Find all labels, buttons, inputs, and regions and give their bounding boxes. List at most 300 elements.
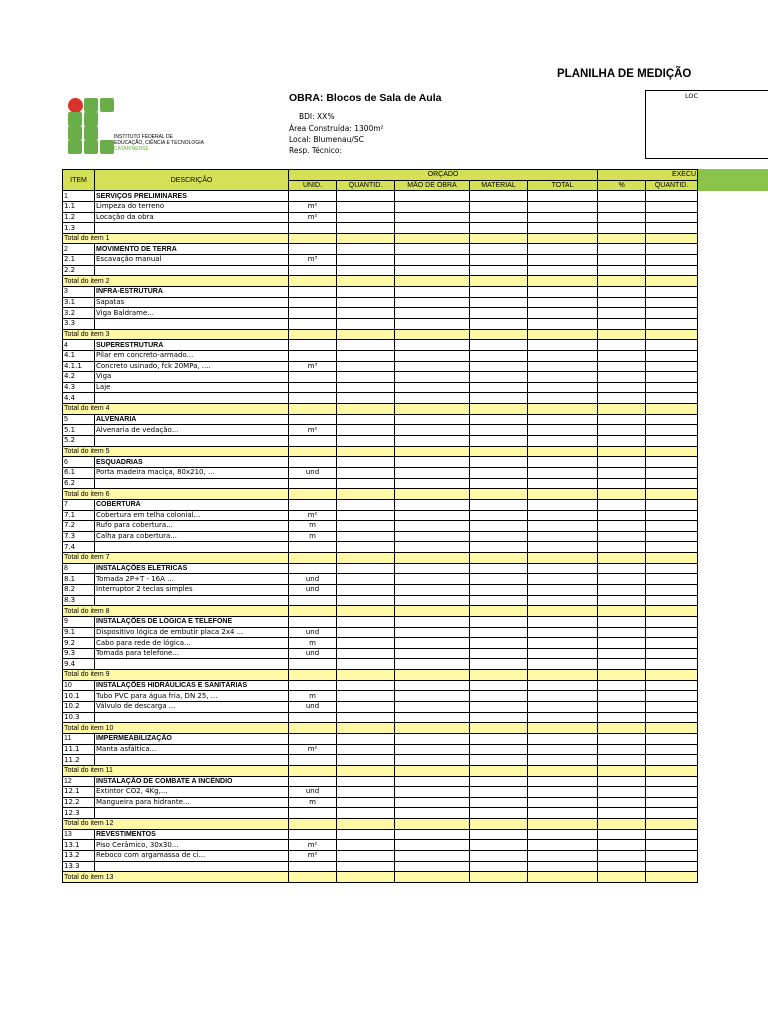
empty-cell[interactable] [395, 255, 470, 266]
empty-cell[interactable] [470, 201, 528, 212]
empty-cell[interactable] [528, 872, 598, 883]
empty-cell[interactable] [528, 563, 598, 574]
empty-cell[interactable] [337, 584, 395, 595]
empty-cell[interactable] [528, 702, 598, 713]
empty-cell[interactable] [470, 318, 528, 329]
empty-cell[interactable] [646, 829, 698, 840]
empty-cell[interactable] [646, 787, 698, 798]
empty-cell[interactable] [598, 425, 646, 436]
empty-cell[interactable] [598, 606, 646, 617]
empty-cell[interactable] [646, 510, 698, 521]
empty-cell[interactable] [528, 404, 598, 415]
empty-cell[interactable] [395, 861, 470, 872]
empty-cell[interactable] [395, 584, 470, 595]
empty-cell[interactable] [395, 680, 470, 691]
empty-cell[interactable] [598, 244, 646, 255]
empty-cell[interactable] [395, 457, 470, 468]
empty-cell[interactable] [337, 510, 395, 521]
empty-cell[interactable] [528, 808, 598, 819]
empty-cell[interactable] [470, 670, 528, 681]
empty-cell[interactable] [528, 787, 598, 798]
empty-cell[interactable] [646, 414, 698, 425]
empty-cell[interactable] [395, 733, 470, 744]
empty-cell[interactable] [598, 723, 646, 734]
empty-cell[interactable] [337, 308, 395, 319]
empty-cell[interactable] [598, 340, 646, 351]
empty-cell[interactable] [598, 584, 646, 595]
empty-cell[interactable] [598, 797, 646, 808]
empty-cell[interactable] [470, 574, 528, 585]
empty-cell[interactable] [470, 287, 528, 298]
empty-cell[interactable] [646, 297, 698, 308]
empty-cell[interactable] [528, 829, 598, 840]
empty-cell[interactable] [598, 680, 646, 691]
empty-cell[interactable] [470, 350, 528, 361]
empty-cell[interactable] [598, 712, 646, 723]
empty-cell[interactable] [646, 489, 698, 500]
empty-cell[interactable] [646, 574, 698, 585]
empty-cell[interactable] [470, 702, 528, 713]
empty-cell[interactable] [337, 297, 395, 308]
empty-cell[interactable] [598, 414, 646, 425]
empty-cell[interactable] [528, 521, 598, 532]
empty-cell[interactable] [528, 606, 598, 617]
empty-cell[interactable] [337, 233, 395, 244]
empty-cell[interactable] [395, 744, 470, 755]
empty-cell[interactable] [337, 659, 395, 670]
empty-cell[interactable] [598, 212, 646, 223]
empty-cell[interactable] [470, 797, 528, 808]
empty-cell[interactable] [337, 457, 395, 468]
empty-cell[interactable] [598, 861, 646, 872]
empty-cell[interactable] [395, 797, 470, 808]
empty-cell[interactable] [598, 542, 646, 553]
empty-cell[interactable] [528, 861, 598, 872]
empty-cell[interactable] [528, 542, 598, 553]
empty-cell[interactable] [646, 308, 698, 319]
empty-cell[interactable] [337, 680, 395, 691]
empty-cell[interactable] [646, 638, 698, 649]
empty-cell[interactable] [395, 350, 470, 361]
empty-cell[interactable] [528, 680, 598, 691]
empty-cell[interactable] [646, 340, 698, 351]
empty-cell[interactable] [528, 308, 598, 319]
empty-cell[interactable] [337, 776, 395, 787]
empty-cell[interactable] [337, 861, 395, 872]
empty-cell[interactable] [646, 702, 698, 713]
empty-cell[interactable] [528, 350, 598, 361]
empty-cell[interactable] [337, 244, 395, 255]
empty-cell[interactable] [289, 819, 337, 830]
empty-cell[interactable] [528, 436, 598, 447]
empty-cell[interactable] [528, 510, 598, 521]
empty-cell[interactable] [646, 393, 698, 404]
empty-cell[interactable] [646, 329, 698, 340]
empty-cell[interactable] [470, 765, 528, 776]
empty-cell[interactable] [395, 467, 470, 478]
empty-cell[interactable] [470, 361, 528, 372]
empty-cell[interactable] [395, 297, 470, 308]
empty-cell[interactable] [395, 318, 470, 329]
empty-cell[interactable] [646, 350, 698, 361]
empty-cell[interactable] [598, 787, 646, 798]
empty-cell[interactable] [646, 797, 698, 808]
empty-cell[interactable] [646, 627, 698, 638]
empty-cell[interactable] [646, 191, 698, 202]
empty-cell[interactable] [528, 819, 598, 830]
empty-cell[interactable] [528, 255, 598, 266]
empty-cell[interactable] [470, 755, 528, 766]
empty-cell[interactable] [395, 648, 470, 659]
empty-cell[interactable] [337, 446, 395, 457]
empty-cell[interactable] [337, 702, 395, 713]
empty-cell[interactable] [337, 265, 395, 276]
empty-cell[interactable] [528, 318, 598, 329]
empty-cell[interactable] [395, 276, 470, 287]
empty-cell[interactable] [470, 446, 528, 457]
empty-cell[interactable] [337, 223, 395, 234]
empty-cell[interactable] [646, 808, 698, 819]
empty-cell[interactable] [528, 499, 598, 510]
empty-cell[interactable] [395, 201, 470, 212]
empty-cell[interactable] [646, 712, 698, 723]
empty-cell[interactable] [337, 287, 395, 298]
empty-cell[interactable] [395, 489, 470, 500]
empty-cell[interactable] [337, 340, 395, 351]
empty-cell[interactable] [337, 329, 395, 340]
empty-cell[interactable] [337, 574, 395, 585]
empty-cell[interactable] [337, 212, 395, 223]
empty-cell[interactable] [598, 191, 646, 202]
empty-cell[interactable] [598, 361, 646, 372]
empty-cell[interactable] [337, 478, 395, 489]
empty-cell[interactable] [337, 489, 395, 500]
empty-cell[interactable] [646, 723, 698, 734]
empty-cell[interactable] [337, 808, 395, 819]
empty-cell[interactable] [337, 372, 395, 383]
empty-cell[interactable] [470, 712, 528, 723]
empty-cell[interactable] [470, 627, 528, 638]
empty-cell[interactable] [598, 457, 646, 468]
empty-cell[interactable] [289, 329, 337, 340]
empty-cell[interactable] [470, 404, 528, 415]
empty-cell[interactable] [598, 467, 646, 478]
empty-cell[interactable] [337, 350, 395, 361]
empty-cell[interactable] [337, 797, 395, 808]
empty-cell[interactable] [470, 563, 528, 574]
empty-cell[interactable] [395, 531, 470, 542]
empty-cell[interactable] [528, 361, 598, 372]
empty-cell[interactable] [337, 787, 395, 798]
empty-cell[interactable] [289, 606, 337, 617]
empty-cell[interactable] [470, 467, 528, 478]
empty-cell[interactable] [470, 829, 528, 840]
empty-cell[interactable] [528, 287, 598, 298]
empty-cell[interactable] [470, 436, 528, 447]
empty-cell[interactable] [528, 201, 598, 212]
empty-cell[interactable] [470, 489, 528, 500]
empty-cell[interactable] [528, 233, 598, 244]
empty-cell[interactable] [598, 829, 646, 840]
empty-cell[interactable] [470, 659, 528, 670]
empty-cell[interactable] [646, 659, 698, 670]
empty-cell[interactable] [337, 733, 395, 744]
empty-cell[interactable] [470, 393, 528, 404]
empty-cell[interactable] [337, 531, 395, 542]
empty-cell[interactable] [470, 691, 528, 702]
empty-cell[interactable] [470, 382, 528, 393]
empty-cell[interactable] [528, 584, 598, 595]
empty-cell[interactable] [395, 755, 470, 766]
empty-cell[interactable] [337, 595, 395, 606]
empty-cell[interactable] [395, 265, 470, 276]
empty-cell[interactable] [528, 712, 598, 723]
empty-cell[interactable] [337, 670, 395, 681]
empty-cell[interactable] [337, 829, 395, 840]
empty-cell[interactable] [646, 521, 698, 532]
empty-cell[interactable] [598, 318, 646, 329]
empty-cell[interactable] [598, 478, 646, 489]
empty-cell[interactable] [395, 521, 470, 532]
empty-cell[interactable] [470, 255, 528, 266]
empty-cell[interactable] [646, 872, 698, 883]
empty-cell[interactable] [337, 276, 395, 287]
empty-cell[interactable] [528, 776, 598, 787]
empty-cell[interactable] [528, 553, 598, 564]
empty-cell[interactable] [598, 372, 646, 383]
empty-cell[interactable] [337, 499, 395, 510]
empty-cell[interactable] [528, 691, 598, 702]
empty-cell[interactable] [528, 755, 598, 766]
empty-cell[interactable] [337, 872, 395, 883]
empty-cell[interactable] [337, 425, 395, 436]
empty-cell[interactable] [598, 223, 646, 234]
empty-cell[interactable] [395, 340, 470, 351]
empty-cell[interactable] [528, 382, 598, 393]
empty-cell[interactable] [470, 233, 528, 244]
empty-cell[interactable] [646, 680, 698, 691]
empty-cell[interactable] [646, 670, 698, 681]
empty-cell[interactable] [598, 638, 646, 649]
empty-cell[interactable] [395, 723, 470, 734]
empty-cell[interactable] [528, 212, 598, 223]
empty-cell[interactable] [528, 244, 598, 255]
empty-cell[interactable] [470, 276, 528, 287]
empty-cell[interactable] [470, 723, 528, 734]
empty-cell[interactable] [395, 702, 470, 713]
empty-cell[interactable] [598, 733, 646, 744]
empty-cell[interactable] [395, 382, 470, 393]
empty-cell[interactable] [337, 638, 395, 649]
empty-cell[interactable] [395, 840, 470, 851]
empty-cell[interactable] [528, 446, 598, 457]
empty-cell[interactable] [528, 659, 598, 670]
empty-cell[interactable] [337, 436, 395, 447]
empty-cell[interactable] [395, 478, 470, 489]
empty-cell[interactable] [598, 265, 646, 276]
empty-cell[interactable] [646, 404, 698, 415]
empty-cell[interactable] [470, 478, 528, 489]
empty-cell[interactable] [337, 723, 395, 734]
empty-cell[interactable] [598, 350, 646, 361]
empty-cell[interactable] [646, 446, 698, 457]
empty-cell[interactable] [646, 255, 698, 266]
empty-cell[interactable] [470, 819, 528, 830]
empty-cell[interactable] [470, 297, 528, 308]
empty-cell[interactable] [528, 489, 598, 500]
empty-cell[interactable] [470, 861, 528, 872]
empty-cell[interactable] [337, 563, 395, 574]
empty-cell[interactable] [598, 531, 646, 542]
empty-cell[interactable] [470, 733, 528, 744]
empty-cell[interactable] [470, 340, 528, 351]
empty-cell[interactable] [470, 840, 528, 851]
empty-cell[interactable] [646, 212, 698, 223]
empty-cell[interactable] [598, 765, 646, 776]
empty-cell[interactable] [395, 542, 470, 553]
empty-cell[interactable] [646, 372, 698, 383]
empty-cell[interactable] [598, 489, 646, 500]
empty-cell[interactable] [337, 382, 395, 393]
empty-cell[interactable] [289, 765, 337, 776]
empty-cell[interactable] [528, 744, 598, 755]
empty-cell[interactable] [528, 851, 598, 862]
empty-cell[interactable] [395, 606, 470, 617]
empty-cell[interactable] [337, 414, 395, 425]
empty-cell[interactable] [395, 499, 470, 510]
empty-cell[interactable] [337, 553, 395, 564]
empty-cell[interactable] [598, 595, 646, 606]
empty-cell[interactable] [646, 755, 698, 766]
empty-cell[interactable] [528, 191, 598, 202]
empty-cell[interactable] [470, 510, 528, 521]
empty-cell[interactable] [395, 638, 470, 649]
empty-cell[interactable] [395, 712, 470, 723]
empty-cell[interactable] [598, 670, 646, 681]
empty-cell[interactable] [646, 265, 698, 276]
empty-cell[interactable] [395, 244, 470, 255]
empty-cell[interactable] [646, 201, 698, 212]
empty-cell[interactable] [598, 276, 646, 287]
empty-cell[interactable] [598, 702, 646, 713]
empty-cell[interactable] [337, 627, 395, 638]
empty-cell[interactable] [470, 606, 528, 617]
empty-cell[interactable] [395, 787, 470, 798]
empty-cell[interactable] [528, 531, 598, 542]
empty-cell[interactable] [528, 297, 598, 308]
empty-cell[interactable] [395, 627, 470, 638]
empty-cell[interactable] [646, 382, 698, 393]
empty-cell[interactable] [337, 691, 395, 702]
empty-cell[interactable] [289, 553, 337, 564]
empty-cell[interactable] [646, 648, 698, 659]
empty-cell[interactable] [395, 361, 470, 372]
empty-cell[interactable] [470, 542, 528, 553]
empty-cell[interactable] [646, 531, 698, 542]
empty-cell[interactable] [395, 595, 470, 606]
empty-cell[interactable] [470, 191, 528, 202]
empty-cell[interactable] [337, 840, 395, 851]
empty-cell[interactable] [646, 563, 698, 574]
empty-cell[interactable] [337, 648, 395, 659]
empty-cell[interactable] [646, 499, 698, 510]
empty-cell[interactable] [528, 329, 598, 340]
empty-cell[interactable] [646, 819, 698, 830]
empty-cell[interactable] [289, 872, 337, 883]
empty-cell[interactable] [470, 457, 528, 468]
empty-cell[interactable] [395, 287, 470, 298]
empty-cell[interactable] [646, 233, 698, 244]
empty-cell[interactable] [528, 648, 598, 659]
empty-cell[interactable] [470, 414, 528, 425]
empty-cell[interactable] [646, 457, 698, 468]
empty-cell[interactable] [470, 851, 528, 862]
empty-cell[interactable] [646, 436, 698, 447]
empty-cell[interactable] [598, 287, 646, 298]
empty-cell[interactable] [337, 851, 395, 862]
empty-cell[interactable] [470, 372, 528, 383]
empty-cell[interactable] [395, 851, 470, 862]
empty-cell[interactable] [470, 308, 528, 319]
empty-cell[interactable] [646, 467, 698, 478]
empty-cell[interactable] [470, 872, 528, 883]
empty-cell[interactable] [528, 797, 598, 808]
empty-cell[interactable] [528, 372, 598, 383]
empty-cell[interactable] [598, 553, 646, 564]
empty-cell[interactable] [528, 223, 598, 234]
empty-cell[interactable] [470, 499, 528, 510]
empty-cell[interactable] [395, 404, 470, 415]
empty-cell[interactable] [395, 563, 470, 574]
empty-cell[interactable] [337, 521, 395, 532]
empty-cell[interactable] [598, 659, 646, 670]
empty-cell[interactable] [646, 553, 698, 564]
empty-cell[interactable] [337, 542, 395, 553]
empty-cell[interactable] [646, 542, 698, 553]
empty-cell[interactable] [528, 276, 598, 287]
empty-cell[interactable] [395, 446, 470, 457]
empty-cell[interactable] [337, 616, 395, 627]
empty-cell[interactable] [395, 425, 470, 436]
empty-cell[interactable] [646, 287, 698, 298]
empty-cell[interactable] [470, 616, 528, 627]
empty-cell[interactable] [528, 574, 598, 585]
empty-cell[interactable] [528, 840, 598, 851]
empty-cell[interactable] [528, 393, 598, 404]
empty-cell[interactable] [337, 361, 395, 372]
empty-cell[interactable] [289, 723, 337, 734]
empty-cell[interactable] [337, 191, 395, 202]
empty-cell[interactable] [395, 212, 470, 223]
empty-cell[interactable] [395, 872, 470, 883]
empty-cell[interactable] [337, 404, 395, 415]
empty-cell[interactable] [395, 765, 470, 776]
empty-cell[interactable] [528, 467, 598, 478]
empty-cell[interactable] [395, 659, 470, 670]
empty-cell[interactable] [646, 478, 698, 489]
empty-cell[interactable] [528, 733, 598, 744]
empty-cell[interactable] [528, 265, 598, 276]
empty-cell[interactable] [528, 425, 598, 436]
empty-cell[interactable] [598, 436, 646, 447]
empty-cell[interactable] [470, 776, 528, 787]
empty-cell[interactable] [598, 808, 646, 819]
empty-cell[interactable] [598, 776, 646, 787]
empty-cell[interactable] [646, 765, 698, 776]
empty-cell[interactable] [598, 627, 646, 638]
empty-cell[interactable] [646, 361, 698, 372]
empty-cell[interactable] [395, 808, 470, 819]
